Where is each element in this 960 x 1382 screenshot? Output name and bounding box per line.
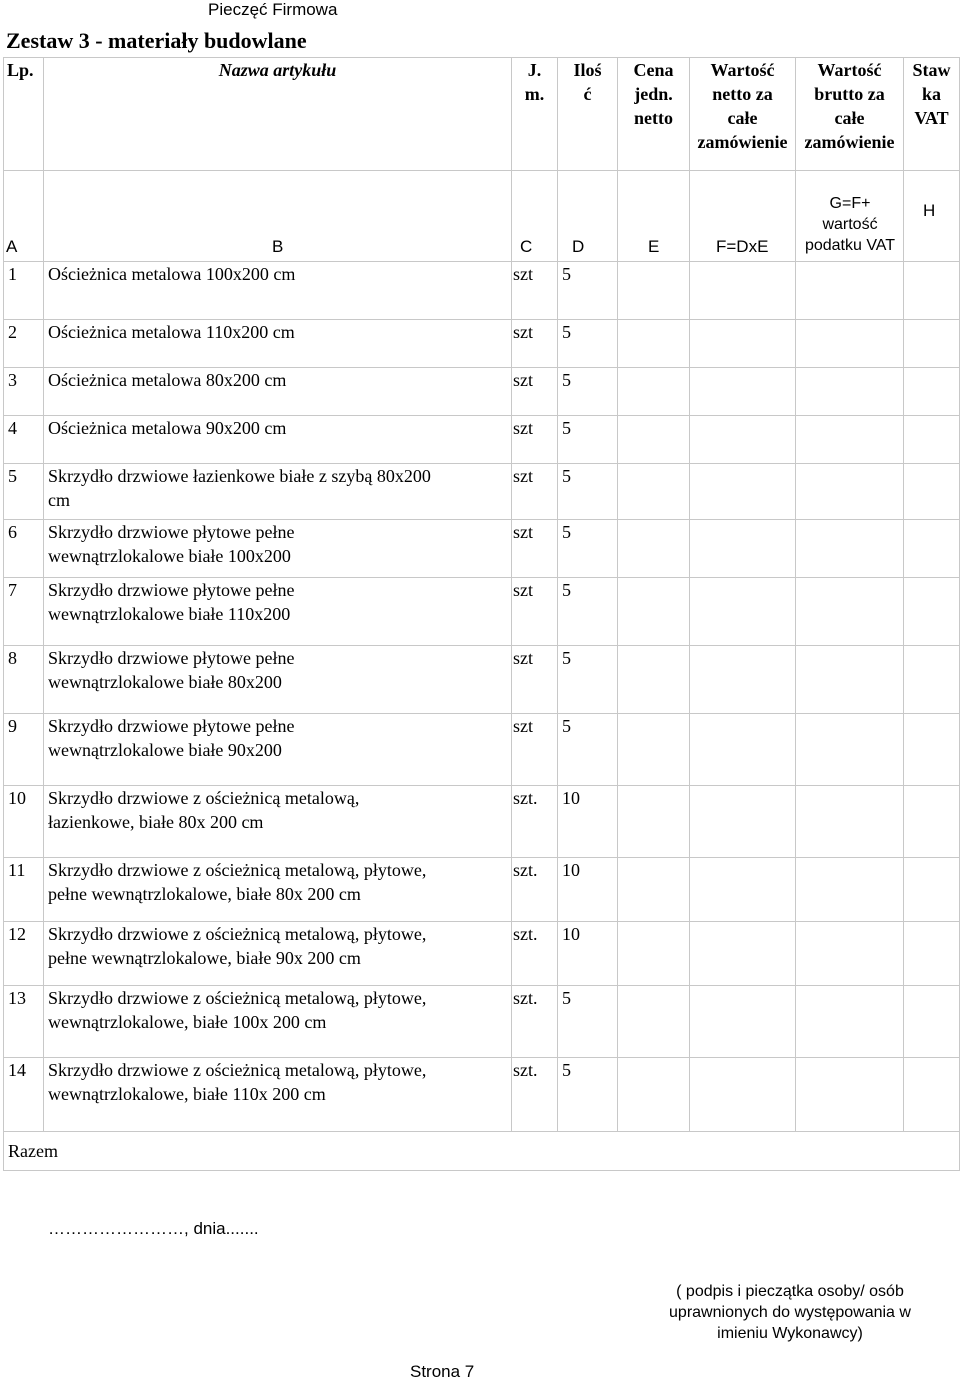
letter-h: H <box>923 201 936 220</box>
row-unit: szt <box>512 320 558 368</box>
table-row <box>4 416 960 464</box>
row-quantity: 5 <box>558 520 618 578</box>
row-item-name: Skrzydło drzwiowe płytowe pełne wewnątrzlokalowe białe 110x200 <box>44 578 512 646</box>
document-title: Zestaw 3 - materiały budowlane <box>6 28 307 53</box>
row-lp: 5 <box>4 464 44 520</box>
row-item-name: Skrzydło drzwiowe płytowe pełne wewnątrzlokalowe białe 90x200 <box>44 714 512 786</box>
row-quantity: 5 <box>558 714 618 786</box>
materials-table <box>3 57 960 1171</box>
table-row <box>4 646 960 714</box>
row-lp: 4 <box>4 416 44 464</box>
row-quantity: 5 <box>558 1058 618 1132</box>
header-vat-rate: Staw ka VAT <box>904 58 960 171</box>
row-quantity: 10 <box>558 786 618 858</box>
column-letters-row <box>4 171 960 262</box>
row-item-name: Skrzydło drzwiowe płytowe pełne wewnątrzlokalowe białe 80x200 <box>44 646 512 714</box>
letter-g: G=F+ wartość podatku VAT <box>804 195 896 254</box>
header-quantity: Iloś ć <box>558 58 618 171</box>
date-line: ……………………, dnia....... <box>48 1219 259 1238</box>
row-unit: szt <box>512 262 558 320</box>
row-unit: szt <box>512 646 558 714</box>
row-unit: szt. <box>512 1058 558 1132</box>
table-row <box>4 858 960 922</box>
row-item-name: Ościeżnica metalowa 80x200 cm <box>44 368 512 416</box>
row-lp: 12 <box>4 922 44 986</box>
letter-b: B <box>272 237 284 256</box>
row-unit: szt. <box>512 922 558 986</box>
row-quantity: 5 <box>558 986 618 1058</box>
row-item-name: Skrzydło drzwiowe łazienkowe białe z szybą 80x200 cm <box>44 464 512 520</box>
row-quantity: 5 <box>558 368 618 416</box>
row-quantity: 10 <box>558 858 618 922</box>
row-lp: 9 <box>4 714 44 786</box>
row-quantity: 5 <box>558 646 618 714</box>
table-row <box>4 368 960 416</box>
row-item-name: Ościeżnica metalowa 110x200 cm <box>44 320 512 368</box>
signature-note: ( podpis i pieczątka osoby/ osób uprawnionych do występowania w imieniu Wykonawcy) <box>669 1283 911 1342</box>
table-row <box>4 986 960 1058</box>
total-label: Razem <box>4 1132 960 1171</box>
row-quantity: 10 <box>558 922 618 986</box>
table-row <box>4 262 960 320</box>
row-lp: 6 <box>4 520 44 578</box>
row-quantity: 5 <box>558 464 618 520</box>
table-row <box>4 1058 960 1132</box>
table-row <box>4 922 960 986</box>
table-row <box>4 578 960 646</box>
row-item-name: Ościeżnica metalowa 90x200 cm <box>44 416 512 464</box>
row-lp: 8 <box>4 646 44 714</box>
row-unit: szt <box>512 416 558 464</box>
row-unit: szt <box>512 464 558 520</box>
table-row <box>4 520 960 578</box>
row-quantity: 5 <box>558 578 618 646</box>
row-unit: szt. <box>512 858 558 922</box>
letter-e: E <box>648 237 660 256</box>
row-unit: szt <box>512 520 558 578</box>
row-lp: 3 <box>4 368 44 416</box>
row-lp: 14 <box>4 1058 44 1132</box>
row-item-name: Ościeżnica metalowa 100x200 cm <box>44 262 512 320</box>
row-lp: 11 <box>4 858 44 922</box>
total-row <box>4 1132 960 1171</box>
row-item-name: Skrzydło drzwiowe z ościeżnicą metalową, płytowe, pełne wewnątrzlokalowe, białe 80x 200 cm <box>44 858 512 922</box>
letter-a: A <box>6 237 18 256</box>
row-lp: 10 <box>4 786 44 858</box>
header-net-value: Wartość netto za całe zamówienie <box>690 58 796 171</box>
row-quantity: 5 <box>558 262 618 320</box>
row-item-name: Skrzydło drzwiowe z ościeżnicą metalową, płytowe, wewnątrzlokalowe, białe 110x 200 cm <box>44 1058 512 1132</box>
letter-f: F=DxE <box>716 237 769 256</box>
letter-c: C <box>520 237 533 256</box>
row-lp: 7 <box>4 578 44 646</box>
company-stamp-label: Pieczęć Firmowa <box>208 0 338 19</box>
table-row <box>4 786 960 858</box>
table-row <box>4 320 960 368</box>
row-lp: 13 <box>4 986 44 1058</box>
header-lp: Lp. <box>4 58 44 171</box>
page-number: Strona 7 <box>410 1362 475 1381</box>
header-gross-value: Wartość brutto za całe zamówienie <box>796 58 904 171</box>
row-item-name: Skrzydło drzwiowe z ościeżnicą metalową, płytowe, pełne wewnątrzlokalowe, białe 90x 200 cm <box>44 922 512 986</box>
row-unit: szt. <box>512 986 558 1058</box>
row-quantity: 5 <box>558 320 618 368</box>
row-unit: szt <box>512 578 558 646</box>
table-row <box>4 714 960 786</box>
header-item-name: Nazwa artykułu <box>44 58 512 171</box>
row-item-name: Skrzydło drzwiowe z ościeżnicą metalową, łazienkowe, białe 80x 200 cm <box>44 786 512 858</box>
row-item-name: Skrzydło drzwiowe płytowe pełne wewnątrzlokalowe białe 100x200 <box>44 520 512 578</box>
row-lp: 1 <box>4 262 44 320</box>
row-unit: szt. <box>512 786 558 858</box>
table-row <box>4 464 960 520</box>
header-unit-price: Cena jedn. netto <box>618 58 690 171</box>
row-lp: 2 <box>4 320 44 368</box>
table-header-row <box>4 58 960 171</box>
header-unit: J. m. <box>512 58 558 171</box>
row-unit: szt <box>512 714 558 786</box>
letter-d: D <box>572 237 585 256</box>
row-quantity: 5 <box>558 416 618 464</box>
row-item-name: Skrzydło drzwiowe z ościeżnicą metalową, płytowe, wewnątrzlokalowe, białe 100x 200 cm <box>44 986 512 1058</box>
row-unit: szt <box>512 368 558 416</box>
